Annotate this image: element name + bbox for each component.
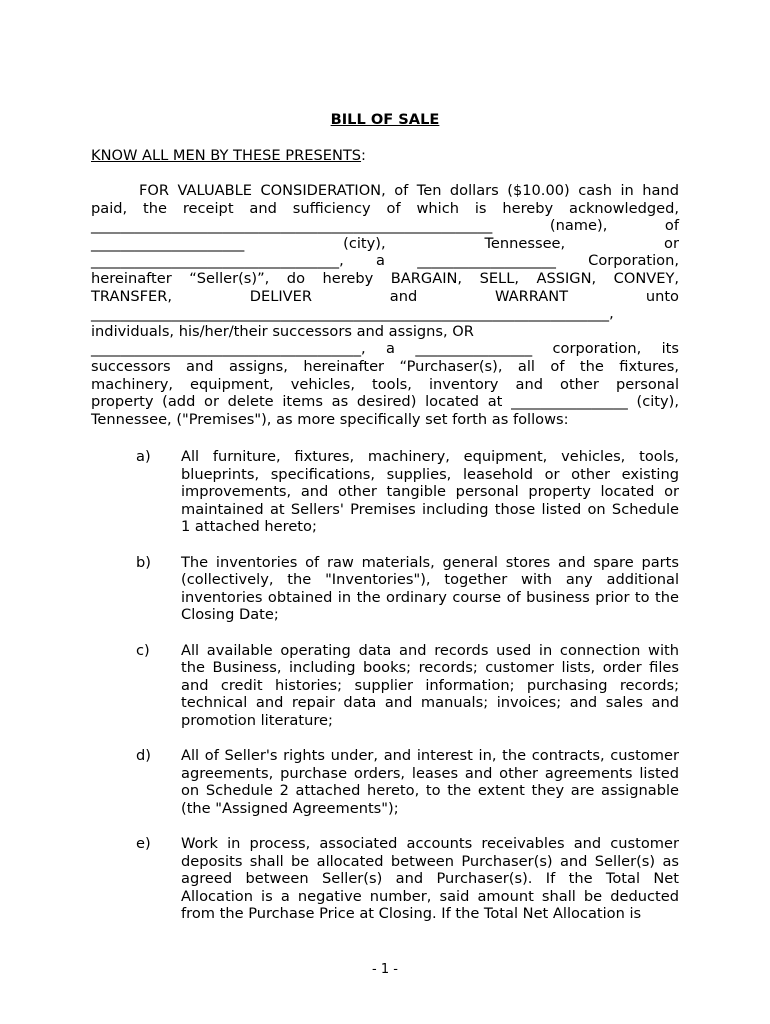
item-label: e) xyxy=(136,835,151,853)
intro-line: _______________________________________________________ (name), of xyxy=(91,217,679,235)
item-label: a) xyxy=(136,448,151,465)
item-label: c) xyxy=(136,641,150,659)
intro-line: hereinafter “Seller(s)”, do hereby BARGAIN, SELL, ASSIGN, CONVEY, xyxy=(91,269,679,287)
list-item xyxy=(91,747,679,817)
intro-line: property (add or delete items as desired) located at ________________ (city), xyxy=(91,393,679,411)
intro-line: paid, the receipt and sufficiency of which is hereby acknowledged, xyxy=(91,199,679,217)
list-item xyxy=(91,448,679,536)
intro-line: individuals, his/her/their successors and assigns, OR xyxy=(91,322,474,340)
know-all-heading xyxy=(91,147,366,164)
item-text: The inventories of raw materials, general stores and spare parts (collectively, the "Inventories"), together with any additional inventories obtained in the ordinary course of business prior to the Closing Date; xyxy=(181,553,679,624)
item-label: b) xyxy=(136,553,151,571)
page-number: - 1 - xyxy=(372,962,398,977)
intro-line: Tennessee, ("Premises"), as more specifically set forth as follows: xyxy=(91,410,569,428)
items-list xyxy=(91,448,679,941)
intro-line: machinery, equipment, vehicles, tools, inventory and other personal xyxy=(91,375,679,393)
intro-line: _____________________ (city), Tennessee, or xyxy=(91,234,679,252)
list-item xyxy=(91,835,679,923)
item-text: All furniture, fixtures, machinery, equipment, vehicles, tools, blueprints, specifications, supplies, leasehold or other existing improvements, and other tangible personal property located or maintained at Sellers' Premises including those listed on Schedule 1 attached hereto; xyxy=(181,448,679,536)
document-title: BILL OF SALE xyxy=(330,111,440,128)
item-text: All of Seller's rights under, and interest in, the contracts, customer agreements, purchase orders, leases and other agreements listed on Schedule 2 attached hereto, to the extent they are assignable (the "Assigned Agreements"); xyxy=(181,747,679,817)
intro-line: FOR VALUABLE CONSIDERATION, of Ten dollars ($10.00) cash in hand xyxy=(139,182,679,199)
item-text: All available operating data and records used in connection with the Business, including books; records; customer lists, order files and credit histories; supplier information; purchasing records; technical and repair data and manuals; invoices; and sales and promotion literature; xyxy=(181,641,679,729)
intro-line: successors and assigns, hereinafter “Purchaser(s), all of the fixtures, xyxy=(91,357,679,375)
intro-line: _______________________________________________________________________, xyxy=(91,305,614,323)
list-item xyxy=(91,554,679,624)
know-all-colon: : xyxy=(361,147,366,164)
know-all-text: KNOW ALL MEN BY THESE PRESENTS xyxy=(91,147,362,164)
intro-line: _____________________________________, a ________________ corporation, its xyxy=(91,340,679,358)
intro-line: __________________________________, a ___________________ Corporation, xyxy=(91,252,679,270)
item-text: Work in process, associated accounts receivables and customer deposits shall be allocated between Purchaser(s) and Seller(s) as agreed between Seller(s) and Purchaser(s). If the Total Net Allocation is a negative number, said amount shall be deducted from the Purchase Price at Closing. If the Total Net Allocation is xyxy=(181,835,679,923)
list-item xyxy=(91,642,679,730)
intro-paragraph xyxy=(91,182,679,428)
intro-line: TRANSFER, DELIVER and WARRANT unto xyxy=(91,287,679,305)
item-label: d) xyxy=(136,747,151,765)
